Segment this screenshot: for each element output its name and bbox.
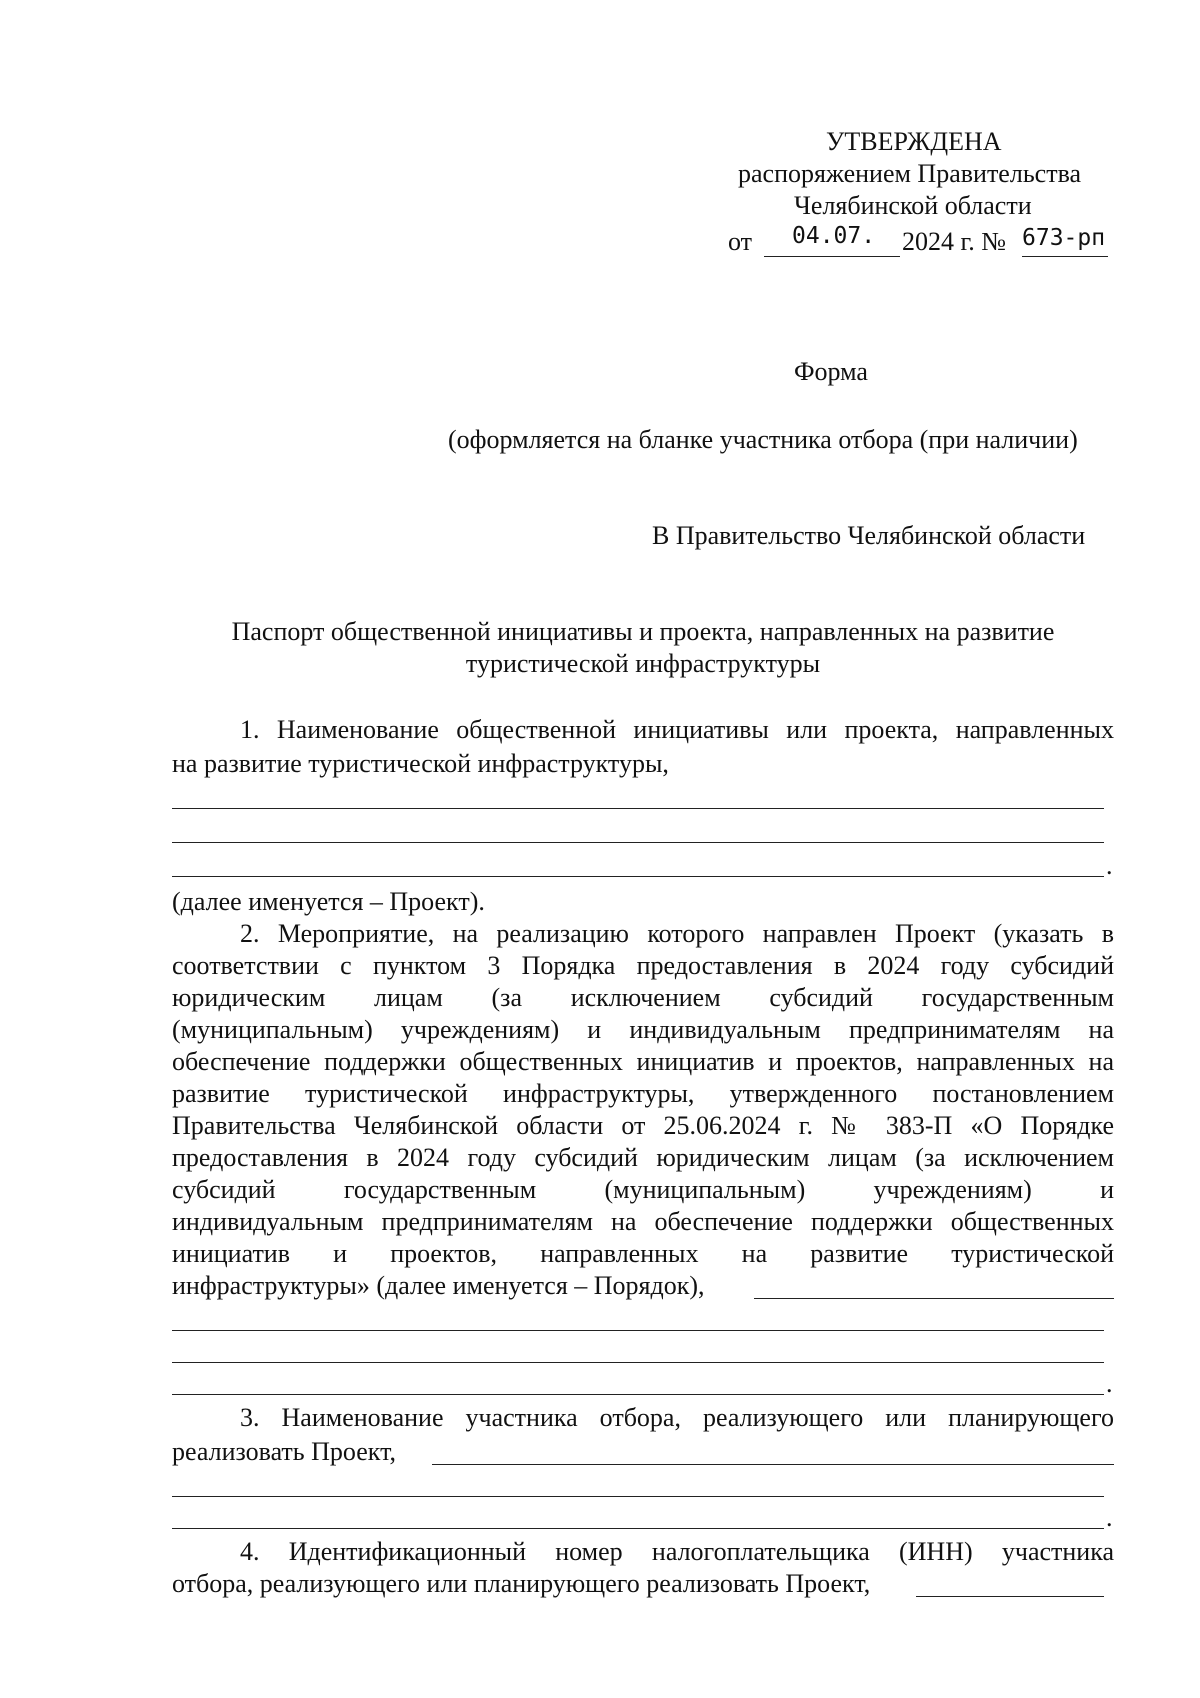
item-2-fill-line-3 [172,1394,1104,1395]
item-3-fill-line-1 [172,1496,1104,1497]
item-2-line-3: юридическим лицам (за исключением субсидий государственным [172,983,1114,1012]
item-2-line-8: предоставления в 2024 году субсидий юридическим лицам (за исключением [172,1143,1114,1172]
item-2-line-10: индивидуальным предпринимателям на обеспечение поддержки общественных [172,1207,1114,1236]
item-2-line-4: (муниципальным) учреждениям) и индивидуальным предпринимателям на [172,1015,1114,1044]
letterhead-note: (оформляется на бланке участника отбора (при наличии) [448,425,1078,454]
date-underline [764,256,900,257]
item-3-fill-line-0 [432,1464,1114,1465]
item-2-fill-line-1 [172,1330,1104,1331]
item-2-line-5: обеспечение поддержки общественных инициатив и проектов, направленных на [172,1047,1114,1076]
item-2-line-11: инициатив и проектов, направленных на развитие туристической [172,1239,1114,1268]
addressee: В Правительство Челябинской области [652,521,1086,550]
item-1-fill-line-2 [172,842,1104,843]
item-4-fill-line [916,1596,1104,1597]
item-2-fill-line-2 [172,1362,1104,1363]
item-1-tail: (далее именуется – Проект). [172,887,485,916]
approval-number: 673-рп [1022,225,1106,251]
approval-from-label: от [728,227,753,256]
item-3-fill-line-2 [172,1528,1104,1529]
approval-line-2: Челябинской области [794,191,1032,220]
item-1-line-2: на развитие туристической инфраструктуры, [172,749,669,778]
approval-line-1: распоряжением Правительства [738,159,1082,188]
item-2-line-6: развитие туристической инфраструктуры, утвержденного постановлением [172,1079,1114,1108]
form-label: Форма [794,357,868,386]
item-2-line-2: соответствии с пунктом 3 Порядка предоставления в 2024 году субсидий [172,951,1114,980]
item-1-fill-line-3 [172,876,1104,877]
item-3-line-2: реализовать Проект, [172,1437,396,1466]
item-1-line-1: 1. Наименование общественной инициативы или проекта, направленных [240,715,1114,744]
number-underline [1022,256,1108,257]
item-1-fill-line-1 [172,808,1104,809]
item-4-line-2: отбора, реализующего или планирующего реализовать Проект, [172,1569,871,1598]
approval-date: 04.07. [792,223,876,249]
approval-year: 2024 г. № [902,227,1007,256]
item-2-fill-line-0 [754,1298,1114,1299]
item-3-line-1: 3. Наименование участника отбора, реализующего или планирующего [240,1403,1114,1432]
item-2-line-9: субсидий государственным (муниципальным) учреждениям) и [172,1175,1114,1204]
item-2-line-7: Правительства Челябинской области от 25.06.2024 г. № 383-П «О Порядке [172,1111,1114,1140]
item-2-period: . [1106,1369,1113,1398]
item-2-line-1: 2. Мероприятие, на реализацию которого направлен Проект (указать в [240,919,1114,948]
item-4-line-1: 4. Идентификационный номер налогоплательщика (ИНН) участника [240,1537,1114,1566]
passport-heading-line-2: туристической инфраструктуры [465,649,821,678]
passport-heading-line-1: Паспорт общественной инициативы и проекта, направленных на развитие [231,617,1055,646]
item-2-line-12: инфраструктуры» (далее именуется – Порядок), [172,1271,705,1300]
approval-title: УТВЕРЖДЕНА [826,127,1002,156]
item-1-period: . [1106,851,1113,880]
item-3-period: . [1106,1503,1113,1532]
